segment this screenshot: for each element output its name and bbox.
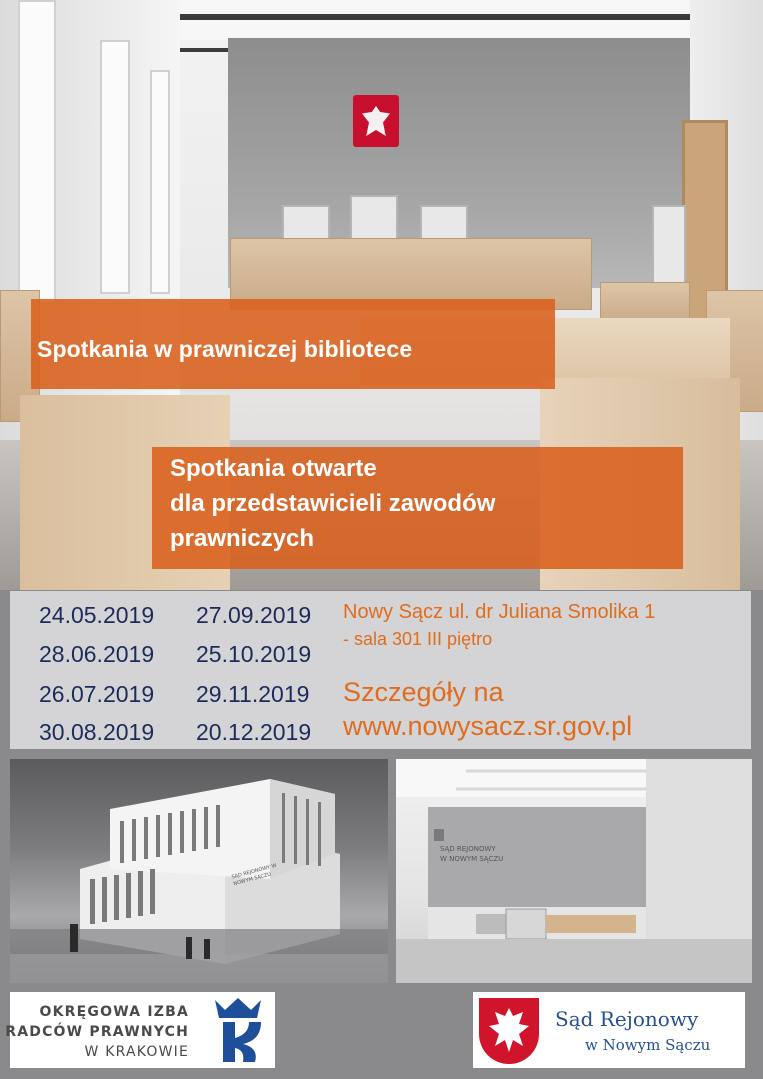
court-lobby-illustration — [396, 759, 752, 983]
oirp-krakow-logo — [5, 992, 275, 1068]
venue-address: Nowy Sącz ul. dr Juliana Smolika 1 — [343, 601, 656, 623]
website-link[interactable]: www.nowysacz.sr.gov.pl — [343, 711, 633, 741]
oirp-logo-line2: RADCÓW PRAWNYCH — [5, 1024, 189, 1040]
schedule-panel — [10, 591, 751, 749]
court-building-illustration — [10, 759, 388, 983]
oirp-logo-line1: OKRĘGOWA IZBA — [39, 1004, 189, 1020]
meeting-date: 20.12.2019 — [196, 719, 312, 745]
window — [150, 70, 170, 294]
court-lobby-photo — [396, 759, 752, 983]
court-logo-title: Sąd Rejonowy — [555, 1007, 699, 1031]
meeting-date: 25.10.2019 — [196, 641, 312, 667]
side-chair — [652, 205, 686, 289]
sad-rejonowy-logo — [473, 992, 745, 1068]
oirp-crown-k-icon — [209, 996, 267, 1064]
lobby-sign-line2: W NOWYM SĄCZU — [440, 855, 504, 863]
meeting-date: 24.05.2019 — [39, 602, 155, 628]
meeting-date: 26.07.2019 — [39, 681, 155, 707]
building-sign-label: SĄD REJONOWY W NOWYM SĄCZU — [231, 862, 278, 888]
subtitle-line: Spotkania otwarte — [170, 455, 377, 482]
window — [100, 40, 130, 294]
meeting-date: 30.08.2019 — [39, 719, 155, 745]
meeting-date: 28.06.2019 — [39, 641, 155, 667]
meeting-date: 27.09.2019 — [196, 602, 312, 628]
details-label: Szczegóły na — [343, 677, 504, 707]
subtitle-banner — [152, 447, 683, 569]
polish-eagle-shield-icon — [479, 998, 539, 1064]
title-text: Spotkania w prawniczej bibliotece — [37, 336, 413, 362]
window — [18, 0, 56, 304]
title-banner — [31, 299, 555, 389]
polish-eagle-emblem-icon — [353, 95, 399, 147]
court-building-photo — [10, 759, 388, 983]
oirp-logo-line3: W KRAKOWIE — [84, 1044, 189, 1060]
lobby-sign-line1: SĄD REJONOWY — [440, 845, 496, 853]
court-logo-subtitle: w Nowym Sączu — [585, 1036, 711, 1054]
eagle-emblem-icon — [434, 829, 444, 841]
ceiling-light-rail — [158, 14, 730, 20]
meeting-date: 29.11.2019 — [196, 681, 310, 707]
venue-room: - sala 301 III piętro — [343, 629, 493, 649]
subtitle-line: dla przedstawicieli zawodów — [170, 490, 496, 517]
subtitle-line: prawniczych — [170, 525, 315, 552]
